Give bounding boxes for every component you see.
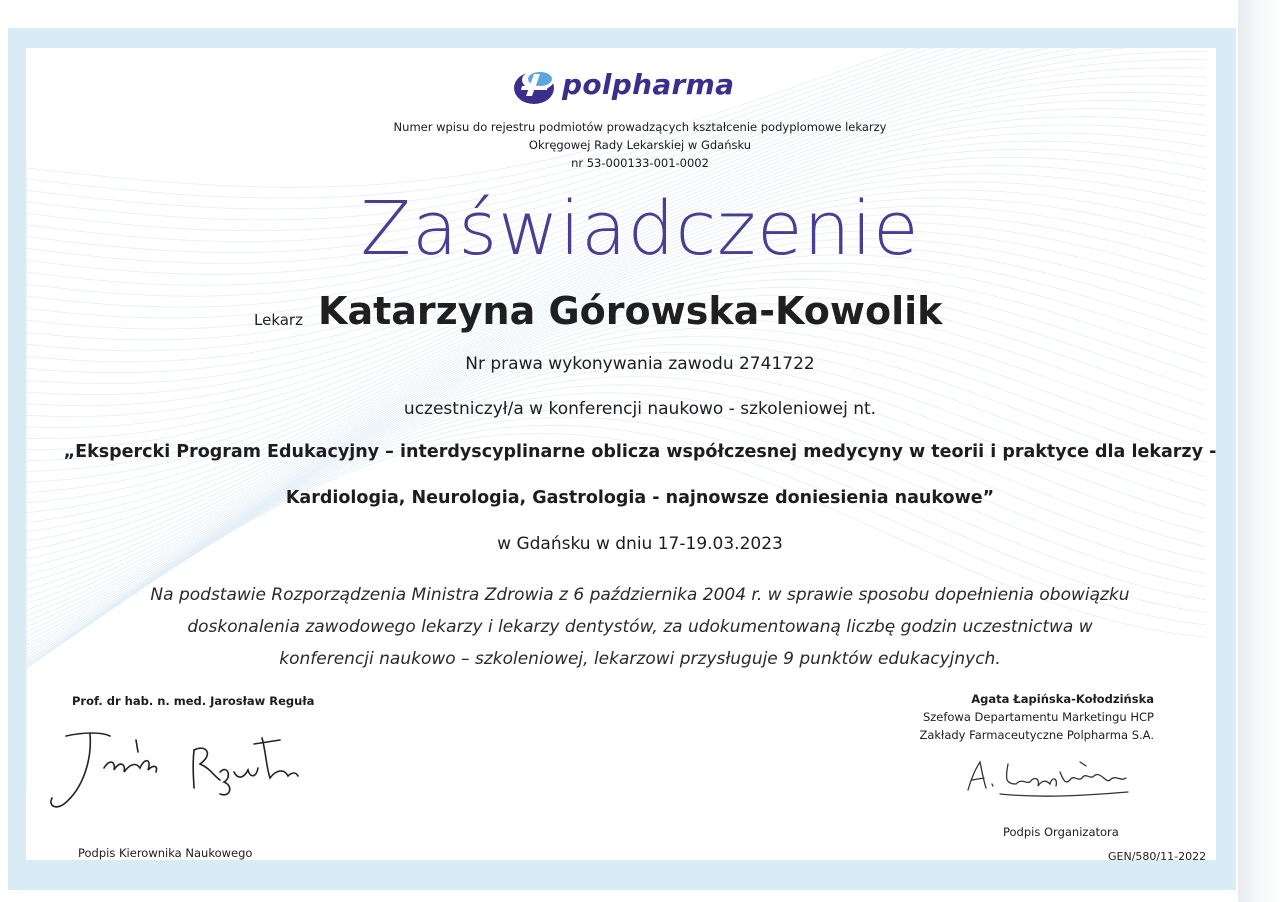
scientific-director-caption: Podpis Kierownika Naukowego (78, 846, 253, 860)
organizer-info (880, 690, 1154, 744)
organizer-role: Szefowa Departamentu Marketingu HCP (922, 710, 1154, 724)
recipient-prefix: Lekarz (254, 311, 303, 329)
organizer-signature (960, 754, 1136, 810)
polpharma-logo-text: polpharma (562, 68, 735, 101)
certificate-title: Zaświadczenie (360, 186, 920, 272)
legal-basis-line: konferencji naukowo – szkoleniowej, lekarzowi przysługuje 9 punktów edukacyjnych. (279, 649, 1001, 669)
place-and-date: w Gdańsku w dniu 17-19.03.2023 (497, 534, 783, 554)
polpharma-logo-icon (512, 66, 558, 106)
legal-basis (100, 579, 1180, 675)
organizer-company: Zakłady Farmaceutyczne Polpharma S.A. (919, 728, 1154, 742)
legal-basis-line: doskonalenia zawodowego lekarzy i lekarzy dentystów, za udokumentowaną liczbę godzin uczestnictwa w (187, 617, 1093, 637)
recipient-name: Katarzyna Górowska-Kowolik (318, 289, 943, 333)
registry-line: Numer wpisu do rejestru podmiotów prowadzących kształcenie podyplomowe lekarzy (393, 120, 887, 134)
recipient (0, 283, 1280, 343)
scientific-director-name: Prof. dr hab. n. med. Jarosław Reguła (72, 694, 315, 708)
polpharma-logo (512, 66, 752, 110)
program-title-line: Kardiologia, Neurologia, Gastrologia - najnowsze doniesienia naukowe” (285, 488, 995, 508)
program-title-line: „Ekspercki Program Edukacyjny – interdyscyplinarne oblicza współczesnej medycyny w teorii i praktyce dla lekarzy - (63, 442, 1217, 462)
organizer-caption: Podpis Organizatora (1003, 825, 1119, 839)
legal-basis-line: Na podstawie Rozporządzenia Ministra Zdrowia z 6 października 2004 r. w sprawie sposobu dopełnienia obowiązku (150, 585, 1130, 605)
registry-line: Okręgowej Rady Lekarskiej w Gdańsku (528, 138, 752, 152)
participation-statement: uczestniczył/a w konferencji naukowo - szkoleniowej nt. (403, 399, 877, 419)
organizer-name: Agata Łapińska-Kołodzińska (971, 692, 1154, 706)
document-code: GEN/580/11-2022 (1108, 850, 1207, 863)
scientific-director-signature (44, 728, 304, 812)
registry-info (300, 118, 980, 172)
registry-number: nr 53-000133-001-0002 (571, 156, 709, 170)
license-number: Nr prawa wykonywania zawodu 2741722 (465, 354, 815, 374)
